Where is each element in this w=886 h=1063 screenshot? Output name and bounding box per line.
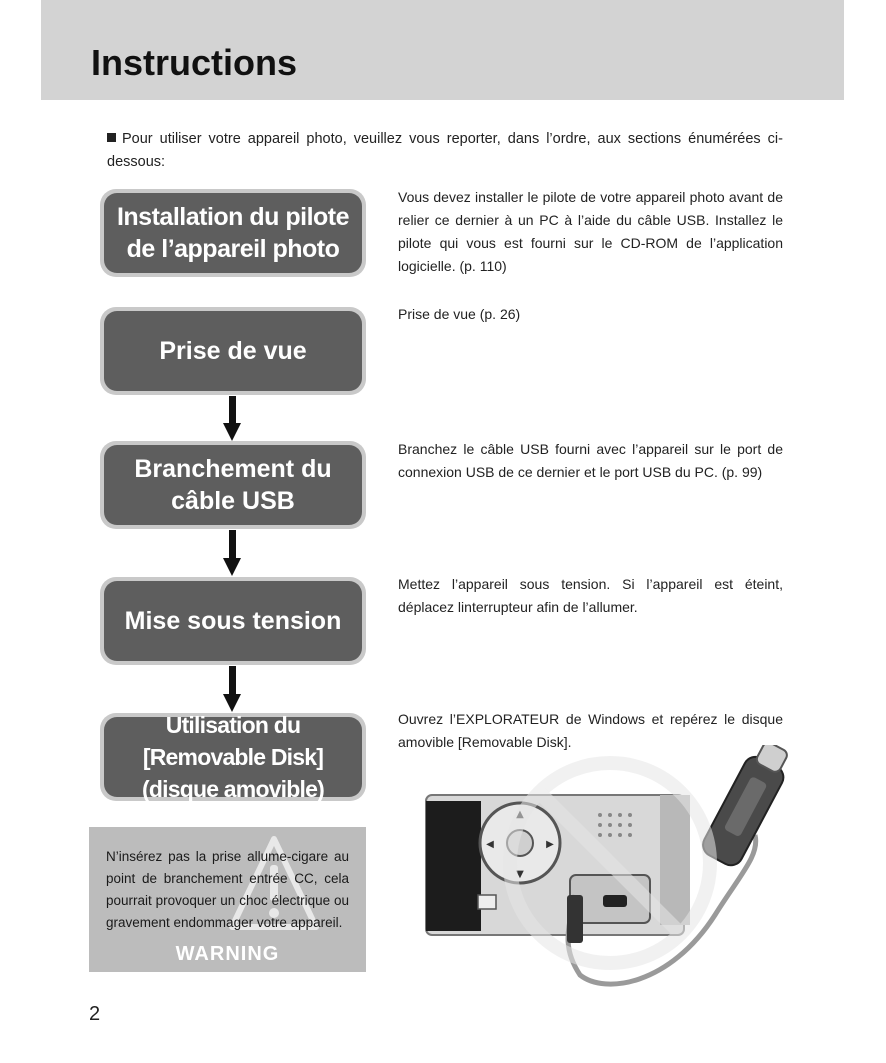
page-title: Instructions	[91, 42, 298, 83]
step-description-shooting: Prise de vue (p. 26)	[398, 306, 521, 322]
step-label: Branchement du câble USB	[104, 445, 362, 525]
warning-label: WARNING	[175, 943, 280, 965]
page-number: 2	[89, 1003, 101, 1025]
step-box-driver-installation	[100, 189, 366, 277]
warning-text: N’insérez pas la prise allume-cigare au point de branchement entrée CC, cela pourrait provoquer un choc électrique ou gravement endommager votre appareil.	[106, 849, 349, 930]
step-label: Utilisation du [Removable Disk] (disque amovible)	[104, 717, 362, 797]
step-label: Prise de vue	[104, 311, 362, 391]
svg-text:▶: ▶	[546, 839, 554, 850]
step-label: Installation du pilote de l’appareil photo	[104, 193, 362, 273]
step-description-power: Mettez l’appareil sous tension. Si l’appareil est éteint, déplacez linterrupteur afin de l’allumer.	[398, 576, 783, 615]
intro-text: Pour utiliser votre appareil photo, veuillez vous reporter, dans l’ordre, aux sections énumérées ci-dessous:	[107, 131, 783, 170]
header-bar	[41, 0, 844, 100]
down-arrow-icon	[224, 666, 241, 713]
step-box-power-on	[100, 577, 366, 665]
camera-charger-illustration	[420, 745, 790, 1000]
step-box-usb-connection	[100, 441, 366, 529]
down-arrow-icon	[224, 396, 241, 442]
down-arrow-icon	[224, 530, 241, 577]
svg-text:▲: ▲	[516, 809, 524, 820]
step-description-disk: Ouvrez l’EXPLORATEUR de Windows et repérez le disque amovible [Removable Disk].	[398, 711, 783, 750]
step-box-shooting	[100, 307, 366, 395]
warning-box	[89, 827, 366, 972]
svg-text:◀: ◀	[486, 839, 494, 850]
square-bullet-icon	[107, 133, 116, 142]
step-label: Mise sous tension	[104, 581, 362, 661]
step-description-driver: Vous devez installer le pilote de votre appareil photo avant de relier ce dernier à un PC à l’aide du câble USB. Installez le pilote qui vous est fourni sur le CD-ROM de l’application logicielle. (p. 110)	[398, 189, 783, 274]
intro-paragraph	[107, 128, 783, 174]
step-description-usb: Branchez le câble USB fourni avec l’appareil sur le port de connexion USB de ce dernier et le port USB du PC. (p. 99)	[398, 441, 783, 480]
step-box-removable-disk	[100, 713, 366, 801]
svg-text:▼: ▼	[516, 869, 524, 880]
